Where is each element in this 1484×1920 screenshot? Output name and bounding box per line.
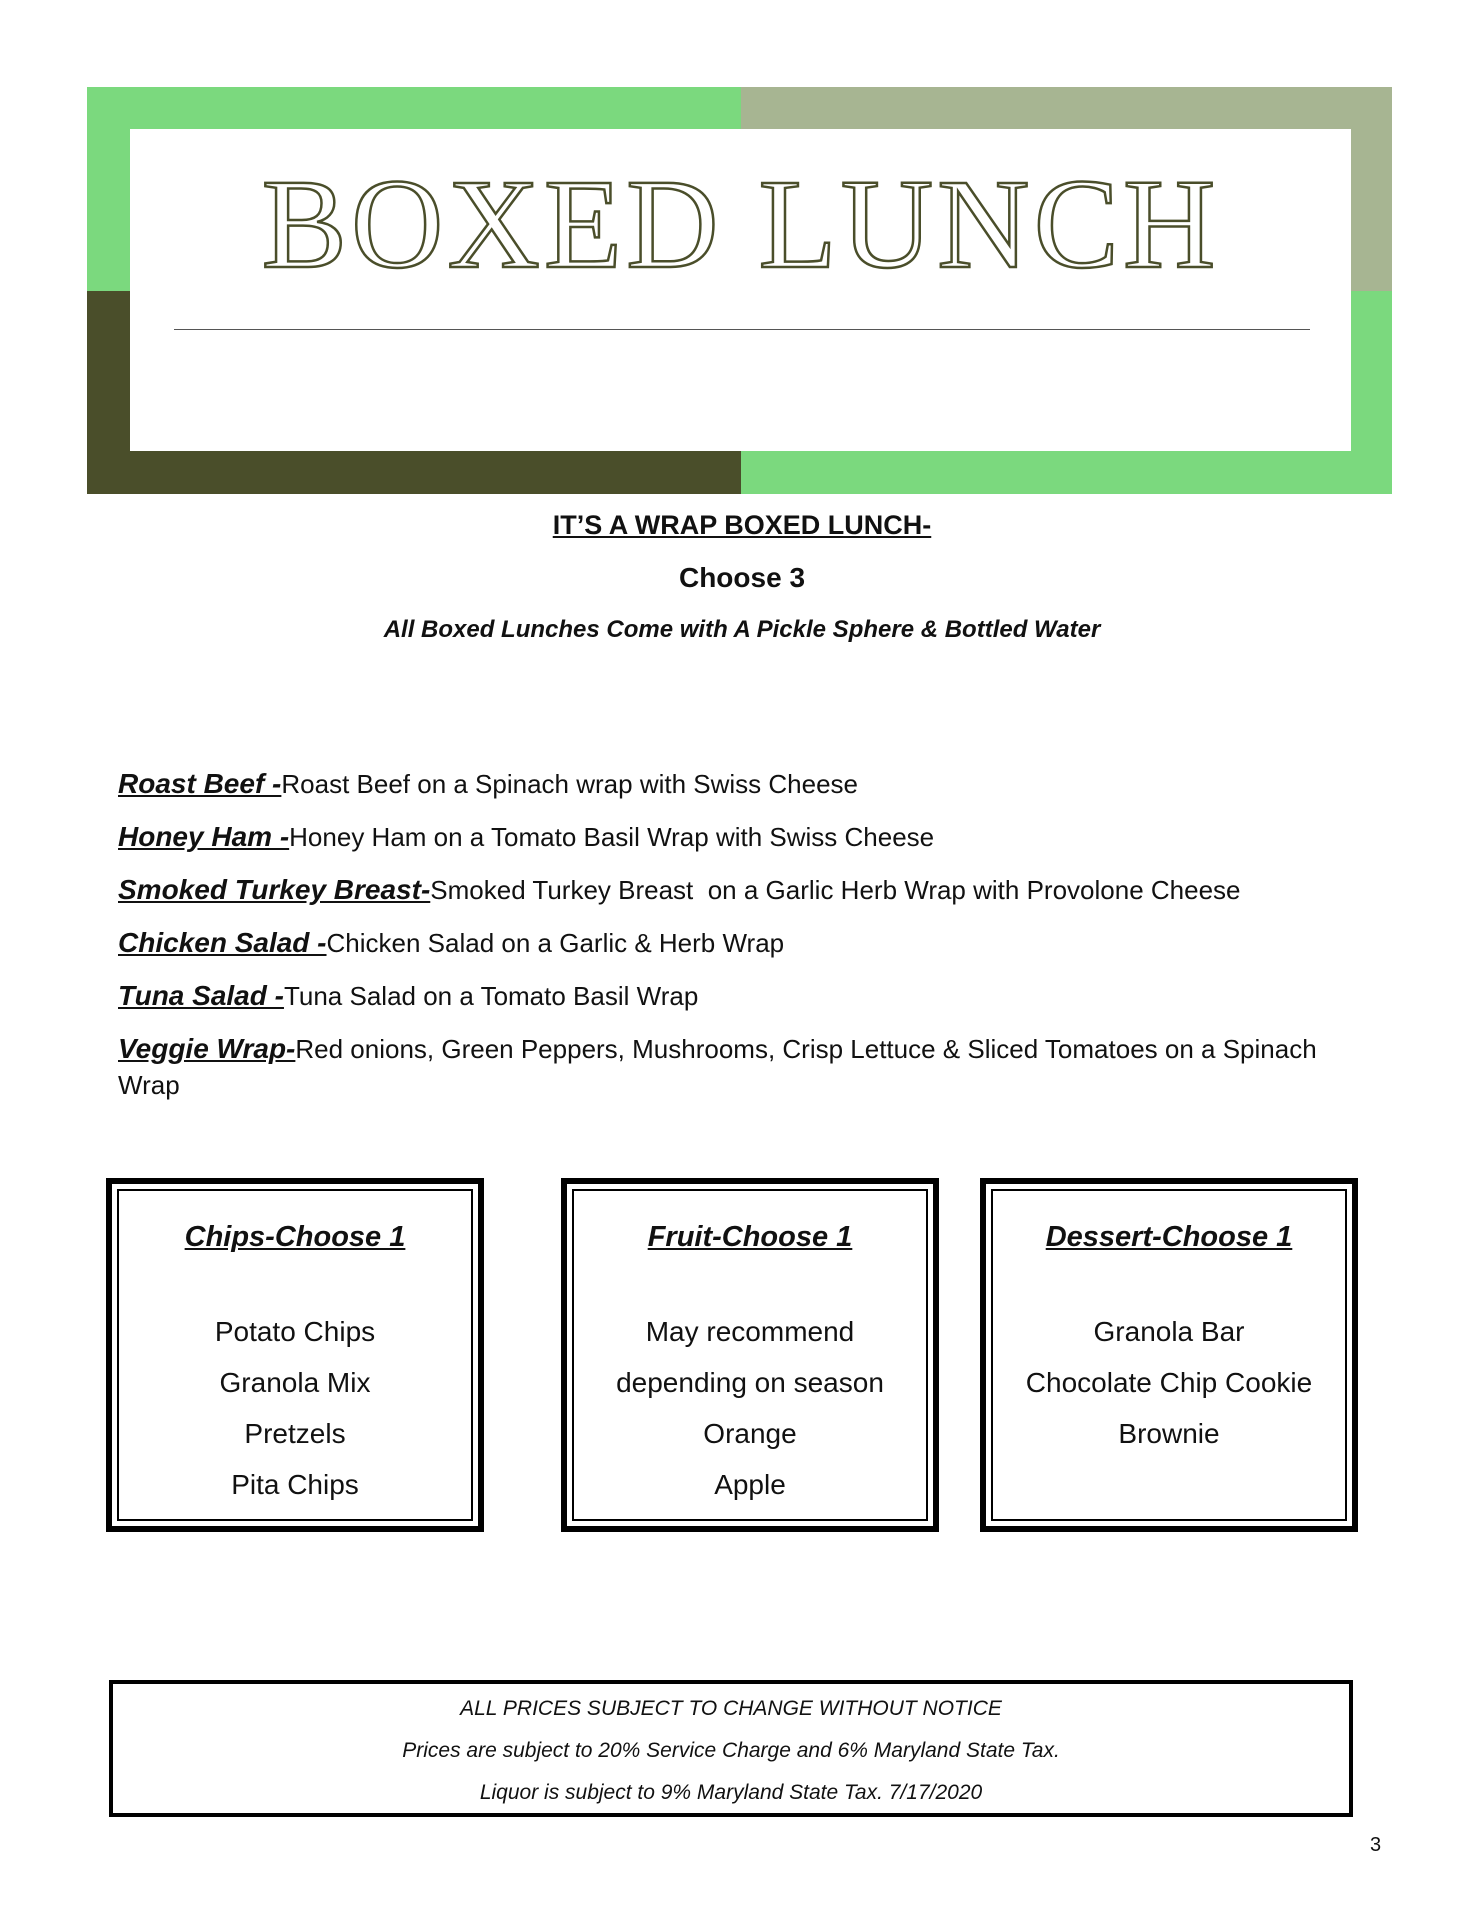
list-item: Pita Chips (231, 1469, 359, 1500)
wrap-name: Chicken Salad - (118, 927, 327, 958)
page-number: 3 (1370, 1834, 1382, 1856)
list-item (118, 766, 1368, 802)
list-item: Granola Mix (219, 1367, 371, 1398)
notice-line: ALL PRICES SUBJECT TO CHANGE WITHOUT NOTICE (460, 1697, 1002, 1720)
choose-count: Choose 3 (678, 562, 806, 593)
dessert-box (980, 1178, 1358, 1532)
notice-line: Liquor is subject to 9% Maryland State Tax. 7/17/2020 (479, 1781, 983, 1804)
dessert-heading: Dessert-Choose 1 (1045, 1221, 1293, 1253)
wrap-description: Tuna Salad on a Tomato Basil Wrap (283, 981, 699, 1011)
dessert-items (993, 1306, 1345, 1459)
included-note: All Boxed Lunches Come with A Pickle Sphere & Bottled Water (383, 616, 1101, 643)
wrap-name: Honey Ham - (118, 821, 290, 852)
list-item (118, 819, 1368, 855)
list-item: Brownie (1118, 1418, 1220, 1449)
wrap-name: Veggie Wrap- (118, 1033, 296, 1064)
wrap-description: Red onions, Green Peppers, Mushrooms, Crisp Lettuce & Sliced Tomatoes on a Spinach Wrap (118, 1034, 1317, 1100)
page-title: BOXED LUNCH (261, 153, 1220, 295)
chips-box-inner (117, 1189, 473, 1521)
wrap-description: Smoked Turkey Breast on a Garlic Herb Wrap with Provolone Cheese (430, 875, 1241, 905)
wrap-description: Honey Ham on a Tomato Basil Wrap with Swiss Cheese (289, 822, 935, 852)
list-item: Pretzels (244, 1418, 346, 1449)
pricing-notice (109, 1680, 1353, 1817)
list-item: May recommend (645, 1316, 855, 1347)
wrap-description: Chicken Salad on a Garlic & Herb Wrap (326, 928, 785, 958)
chips-heading: Chips-Choose 1 (184, 1221, 406, 1253)
wrap-list (118, 766, 1368, 1120)
list-item: Orange (703, 1418, 797, 1449)
chips-items (119, 1306, 471, 1510)
title-divider (174, 329, 1310, 330)
fruit-items (574, 1306, 926, 1510)
list-item (118, 925, 1368, 961)
wrap-name: Tuna Salad - (118, 980, 284, 1011)
title-box (130, 129, 1351, 451)
fruit-heading: Fruit-Choose 1 (647, 1221, 853, 1253)
fruit-box (561, 1178, 939, 1532)
notice-line: Prices are subject to 20% Service Charge and 6% Maryland State Tax. (402, 1739, 1060, 1762)
wrap-name: Smoked Turkey Breast- (118, 874, 431, 905)
list-item (118, 978, 1368, 1014)
wrap-name: Roast Beef - (118, 768, 282, 799)
list-item: Apple (714, 1469, 786, 1500)
list-item: Chocolate Chip Cookie (1025, 1367, 1313, 1398)
fruit-box-inner (572, 1189, 928, 1521)
list-item: Potato Chips (214, 1316, 376, 1347)
list-item (118, 1031, 1368, 1103)
section-title: IT’S A WRAP BOXED LUNCH- (552, 510, 932, 540)
list-item: Granola Bar (1093, 1316, 1245, 1347)
wrap-description: Roast Beef on a Spinach wrap with Swiss Cheese (281, 769, 859, 799)
chips-box (106, 1178, 484, 1532)
list-item: depending on season (616, 1367, 884, 1398)
list-item (118, 872, 1368, 908)
dessert-box-inner (991, 1189, 1347, 1521)
